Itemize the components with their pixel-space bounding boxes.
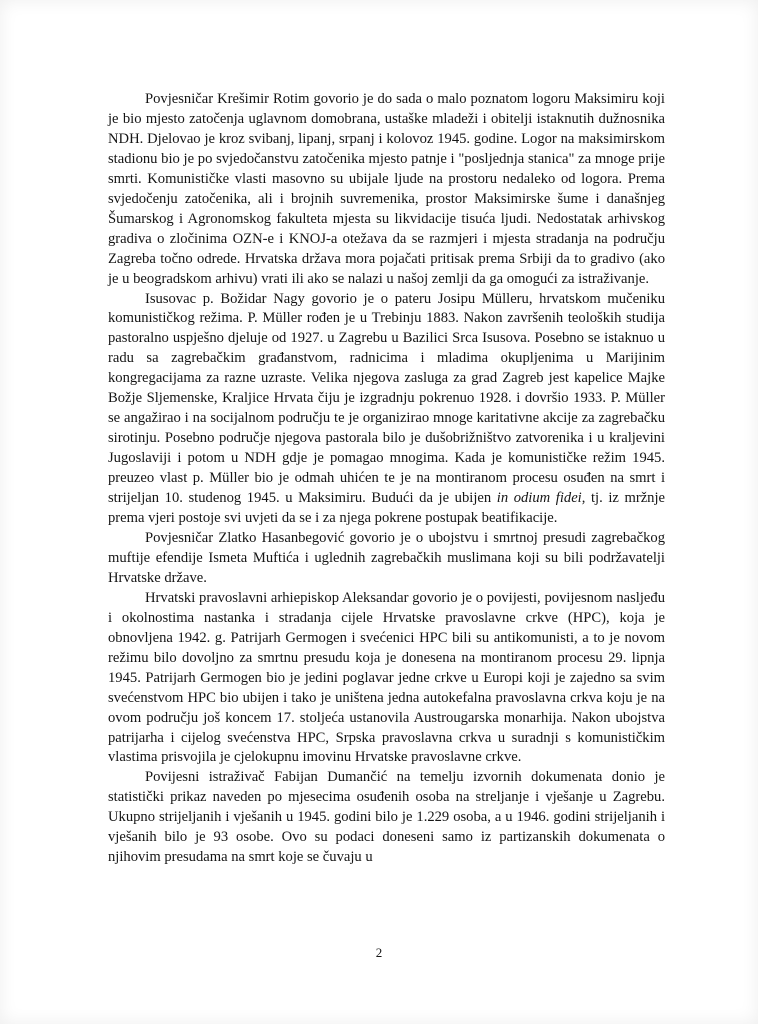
page-number: 2 [375, 945, 383, 960]
paragraph-dumancic [108, 768, 665, 868]
latin-phrase: in odium fidei [496, 490, 582, 507]
paragraph-text: Isusovac p. Božidar Nagy govorio je o pateru Josipu Mülleru, hrvatskom mučeniku komunističkog režima. P. Müller rođen je u Trebinju 1883. Nakon završenih teoloških studija pastoralno uspješno djeluje od 1927. u Zagrebu u Bazilici Srca Isusova. Posebno se istaknuo u radu sa zagrebačkim građanstvom, radnicima i mladima okupljenima u Marijinim kongregacijama za razne uzraste. Velika njegova zasluga za grad Zagreb jest kapelice Majke Božje Sljemenske, Kraljice Hrvata čiju je izgradnju pokrenuo 1928. i dovršio 1933. P. Müller se angažirao i na socijalnom području te je organizirao mnoge karitativne akcije za zagrebačku sirotinju. Posebno područje njegova pastorala bilo je dušobrižništvo zatvorenika i u kraljevini Jugoslaviji i potom u NDH gdje je pomagao mnogima. Kada je komunističke režim 1945. preuzeo vlast p. Müller bio je odmah uhićen te je na montiranom procesu osuđen na smrt i strijeljan 10. studenog 1945. u Maksimiru. Budući da je ubijen [108, 290, 665, 507]
document-body [108, 90, 665, 868]
paragraph-text: Povijesni istraživač Fabijan Dumančić na temelju izvornih dokumenata donio je statistički prikaz naveden po mjesecima osuđenih osoba na streljanje i vješanje u Zagrebu. Ukupno strijeljanih i vješanih u 1945. godini bilo je 1.229 osoba, a u 1946. godini strijeljanih i vješanih bilo je 93 osobe. Ovo su podaci doneseni samo iz partizanskih dokumenata o njihovim presudama na smrt koje se čuvaju u [108, 769, 665, 866]
paragraph-nagy [108, 290, 665, 529]
paragraph-aleksandar [108, 589, 665, 769]
paragraph-text: Hrvatski pravoslavni arhiepiskop Aleksandar govorio je o povijesti, povijesnom nasljeđu i okolnostima nastanka i stradanja cijele Hrvatske pravoslavne crkve (HPC), koja je obnovljena 1942. g. Patrijarh Germogen i svećenici HPC bili su antikomunisti, a to je novom režimu bilo dovoljno za smrtnu presudu koja je donesena na montiranom procesu 29. lipnja 1945. Patrijarh Germogen bio je jedini poglavar jedne crkve u Europi koji je zajedno sa svim svećenstvom HPC bio ubijen i tako je uništena jedna autokefalna pravoslavna crkva koju je na ovom području još koncem 17. stoljeća ustanovila Austrougarska monarhija. Nakon ubojstva patrijarha i cijelog svećenstva HPC, Srpska pravoslavna crkva u suradnji s komunističkim vlastima prisvojila je cjelokupnu imovinu Hrvatske pravoslavne crkve. [108, 589, 665, 766]
paragraph-text-continued: , tj. iz mržnje prema vjeri postoje svi uvjeti da se i za njega pokrene postupak beatifikacije. [108, 490, 666, 527]
paragraph-hasanbegovic [108, 529, 665, 589]
paragraph-text: Povjesničar Zlatko Hasanbegović govorio je o ubojstvu i smrtnoj presudi zagrebačkog muftije efendije Ismeta Muftića i uglednih zagrebačkih muslimana koji su bili podržavatelji Hrvatske države. [108, 529, 665, 586]
paragraph-rotim [108, 90, 665, 290]
paragraph-text: Povjesničar Krešimir Rotim govorio je do sada o malo poznatom logoru Maksimiru koji je bio mjesto zatočenja uglavnom domobrana, ustaške mladeži i obitelji istaknutih dužnosnika NDH. Djelovao je kroz svibanj, lipanj, srpanj i kolovoz 1945. godine. Logor na maksimirskom stadionu bio je po svjedočanstvu zatočenika mjesto patnje i "posljednja stanica" za mnoge prije smrti. Komunističke vlasti masovno su ubijale ljude na prostoru nedaleko od logora. Prema svjedočenju zatočenika, ali i brojnih suvremenika, prostor Maksimirske šume i današnjeg Šumarskog i Agronomskog fakulteta mjesta su likvidacije tisuća ljudi. Nedostatak arhivskog gradiva o zločinima OZN-e i KNOJ-a otežava da se razmjeri i mjesta stradanja na području Zagreba točno odrede. Hrvatska država mora pojačati pritisak prema Srbiji da to gradivo (ako je u beogradskom arhivu) vrati ili ako se nalazi u našoj zemlji da ga omogući za istraživanje. [108, 91, 665, 287]
